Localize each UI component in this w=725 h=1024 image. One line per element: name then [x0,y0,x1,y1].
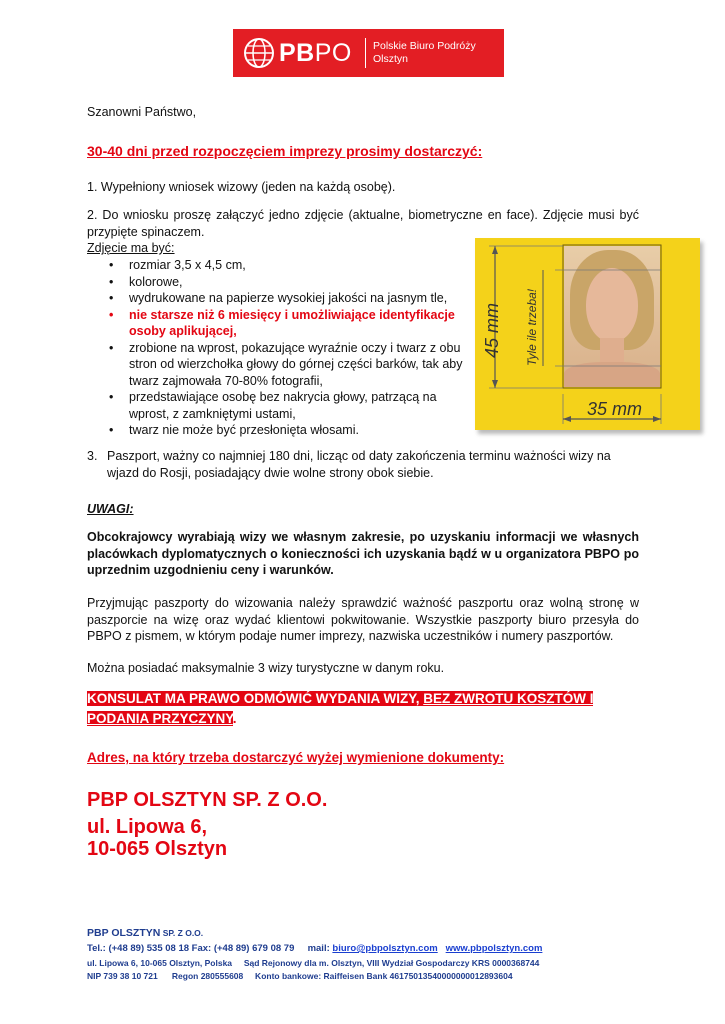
globe-icon [243,37,275,69]
photo-requirements-label: Zdjęcie ma być: [87,241,175,255]
list-item: • rozmiar 3,5 x 4,5 cm, [87,257,467,274]
footer-bank: NIP 739 38 10 721 Regon 280555608 Konto bankowe: Raiffeisen Bank 46175013540000000012893604 [87,971,513,981]
address-company: PBP OLSZTYN SP. Z O.O. [87,789,328,811]
list-item: • twarz nie może być przesłonięta włosami. [87,422,467,439]
logo-city: Olsztyn [373,53,409,65]
photo-requirements-list [87,257,467,439]
company-logo [233,29,504,77]
list-item: • nie starsze niż 6 miesięcy i umożliwiające identyfikacje osoby aplikującej, [87,307,467,340]
requirement-photo: 2. Do wniosku proszę załączyć jedno zdjęcie (aktualne, biometryczne en face). Zdjęcie musi być przypięte spinaczem. [87,208,639,239]
requirement-passport-number: 3. [87,449,98,463]
notes-passports: Przyjmując paszporty do wizowania należy sprawdzić ważność paszportu oraz wolną stronę w paszporcie na wizę oraz wydać klientowi pokwitowanie. Wszystkie paszporty biuro przesyła do PBPO z pismem, w którym podaje numer imprezy, nazwiska uczestników i numery paszportów. [87,596,639,643]
notes-visa-limit: Można posiadać maksymalnie 3 wizy turystyczne w danym roku. [87,661,445,675]
logo-divider [365,38,366,68]
refusal-warning: KONSULAT MA PRAWO ODMÓWIĆ WYDANIA WIZY, BEZ ZWROTU KOSZTÓW I PODANIA PRZYCZYNY. [87,691,594,726]
footer-company: PBP OLSZTYN SP. Z O.O. [87,927,204,939]
email-link[interactable]: biuro@pbpolsztyn.com [332,943,438,954]
list-item: • kolorowe, [87,274,467,291]
requirement-visa-form: 1. Wypełniony wniosek wizowy (jeden na każdą osobę). [87,180,396,194]
website-link[interactable]: www.pbpolsztyn.com [445,943,543,954]
face-label: Tyle ile trzeba! [525,288,539,366]
width-label: 35 mm [587,399,643,419]
logo-brand: PBPO [279,39,352,67]
list-item: • wydrukowane na papierze wysokiej jakości na jasnym tle, [87,290,467,307]
address-street: ul. Lipowa 6, [87,816,208,838]
logo-tagline: Polskie Biuro Podróży [373,40,476,52]
height-label-box [478,300,508,360]
deadline-heading: 30-40 dni przed rozpoczęciem imprezy prosimy dostarczyć: [87,143,483,159]
list-item: • przedstawiające osobę bez nakrycia głowy, patrzącą na wprost, z zamkniętymi ustami, [87,389,467,422]
list-item: • zrobione na wprost, pokazujące wyraźnie oczy i twarz z obu stron od wierzchołka głowy do górnej części barków, tak aby twarz zajmowała 70-80% fotografii, [87,340,467,390]
height-label: 45 mm [482,302,502,358]
greeting: Szanowni Państwo, [87,105,197,119]
notes-foreigners: Obcokrajowcy wyrabiają wizy we własnym zakresie, po uzyskaniu informacji we własnych placówkach dyplomatycznych o konieczności ich uzyskania bądź w u organizatora PBPO po uprzednim uzgodnieniu ceny i warunków. [87,530,639,577]
address-city: 10-065 Olsztyn [87,838,228,860]
passport-photo-diagram [475,238,700,430]
notes-label: UWAGI: [87,502,134,516]
address-heading: Adres, na który trzeba dostarczyć wyżej wymienione dokumenty: [87,750,505,765]
footer-registration: ul. Lipowa 6, 10-065 Olsztyn, Polska Sąd Rejonowy dla m. Olsztyn, VIII Wydział Gospodarczy KRS 0000368744 [87,958,540,968]
face-label-box [523,268,543,368]
footer-contact: Tel.: (+48 89) 535 08 18 Fax: (+48 89) 679 08 79 mail: biuro@pbpolsztyn.com www.pbpolsztyn.com [87,943,543,954]
requirement-passport: Paszport, ważny co najmniej 180 dni, licząc od daty zakończenia terminu ważności wizy na wjazd do Rosji, posiadający dwie wolne strony obok siebie. [107,449,611,480]
